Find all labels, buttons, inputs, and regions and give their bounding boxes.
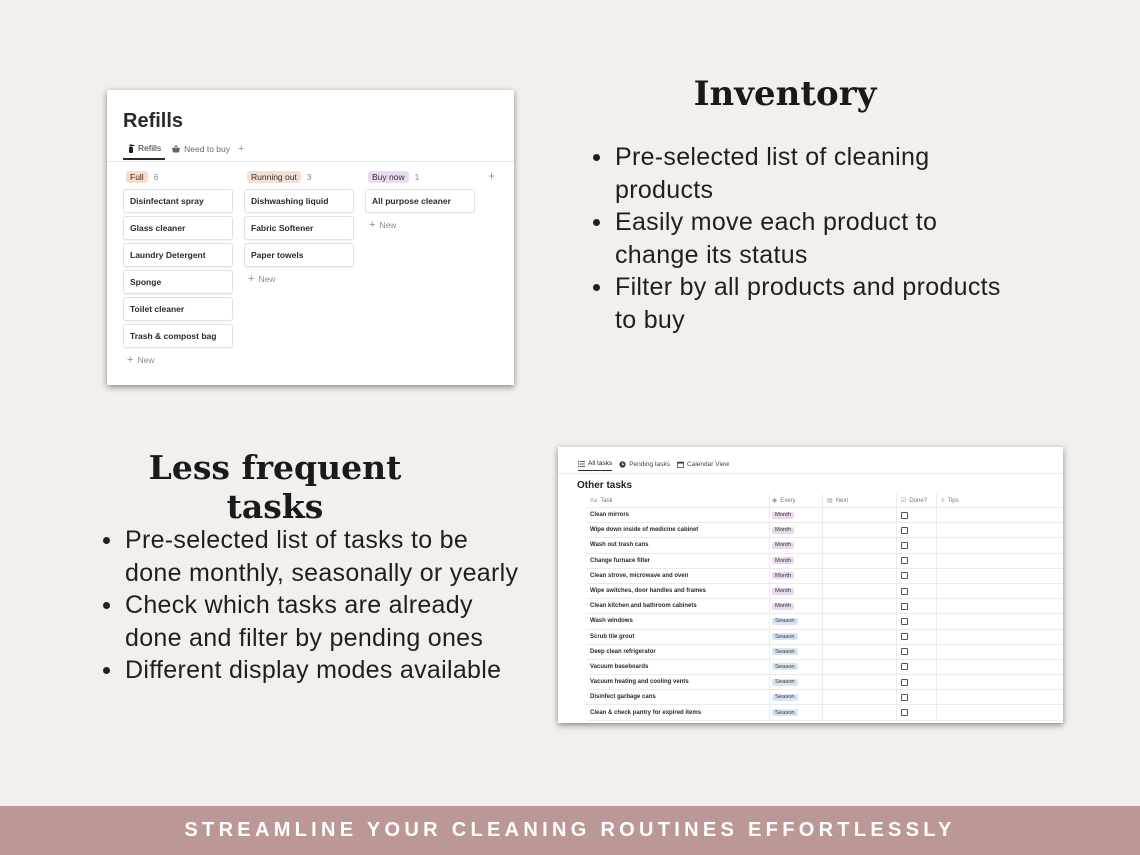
frequency-tag: Month [772,557,794,564]
text-property-icon: Aa [590,497,598,504]
new-card-label: New [258,274,276,284]
next-date-cell[interactable] [822,630,896,644]
tips-cell[interactable] [936,584,1063,598]
frequency-tag: Month [772,603,794,610]
tab-need-to-buy[interactable] [167,144,234,159]
done-checkbox[interactable] [901,694,908,701]
every-cell[interactable] [769,614,822,628]
done-checkbox[interactable] [901,709,908,716]
frequency-tag: Month [772,588,794,595]
column-header-task[interactable]: Aa Task [590,497,613,504]
board-card[interactable]: Paper towels [244,243,354,267]
board-card[interactable]: Fabric Softener [244,216,354,240]
next-date-cell[interactable] [822,569,896,583]
done-cell [896,690,936,704]
every-cell[interactable] [769,675,822,689]
status-badge: Running out [247,171,301,183]
every-cell[interactable] [769,584,822,598]
next-date-cell[interactable] [822,599,896,613]
tips-cell[interactable] [936,660,1063,674]
every-cell[interactable] [769,645,822,659]
tips-cell[interactable] [936,599,1063,613]
board-card[interactable]: Disinfectant spray [123,189,233,213]
done-cell [896,630,936,644]
column-header-done[interactable]: ☑ Done? [896,494,936,507]
task-name-cell[interactable] [586,618,769,624]
column-header-every[interactable]: ◉ Every [769,494,822,507]
select-property-icon: ◉ [772,498,778,504]
board-card[interactable]: Dishwashing liquid [244,189,354,213]
task-name: Scrub tile grout [590,633,635,640]
tasks-table [586,494,1063,721]
done-checkbox[interactable] [901,603,908,610]
add-group-button[interactable]: + [488,169,496,183]
done-checkbox[interactable] [901,663,908,670]
frequency-tag: Month [772,512,794,519]
every-cell[interactable] [769,523,822,537]
tabs-divider [558,473,1063,474]
task-name-cell[interactable] [586,588,769,594]
board-column-full [123,170,233,366]
tab-pending-tasks-label: Pending tasks [629,460,671,468]
next-date-cell[interactable] [822,554,896,568]
task-name: Clean mirrors [590,512,630,519]
refills-title: Refills [123,110,184,132]
next-date-cell[interactable] [822,584,896,598]
every-cell[interactable] [769,660,822,674]
new-card-label: New [379,220,397,230]
table-row[interactable] [586,554,1063,569]
done-cell [896,675,936,689]
tab-refills-label: Refills [138,143,162,153]
done-cell [896,523,936,537]
spray-bottle-icon [127,144,135,153]
plus-icon: + [248,273,255,285]
tips-cell[interactable] [936,508,1063,522]
every-cell[interactable] [769,690,822,704]
bullet-item: Different display modes available [100,654,520,687]
tips-cell[interactable] [936,554,1063,568]
task-name-cell[interactable] [586,603,769,609]
new-card-button[interactable] [369,219,475,231]
plus-icon: + [369,219,376,231]
every-cell[interactable] [769,508,822,522]
task-name: Clean strove, microwave and oven [590,572,689,579]
done-cell [896,705,936,719]
task-name-cell[interactable] [586,679,769,685]
task-name: Wipe switches, door handles and frames [590,588,706,595]
done-checkbox[interactable] [901,618,908,625]
done-cell [896,569,936,583]
done-checkbox[interactable] [901,527,908,534]
board-card[interactable]: All purpose cleaner [365,189,475,213]
bullet-item: Pre-selected list of tasks to be done monthly, seasonally or yearly [100,524,520,589]
task-name: Wipe down inside of medicine cabinet [590,527,699,534]
tips-cell[interactable] [936,614,1063,628]
done-checkbox[interactable] [901,633,908,640]
tab-all-tasks[interactable] [578,460,612,471]
checkbox-property-icon: ☑ [901,498,907,504]
new-card-label: New [137,355,155,365]
done-checkbox[interactable] [901,588,908,595]
table-row[interactable] [586,675,1063,690]
task-name-cell[interactable] [586,527,769,533]
less-frequent-heading: Less frequent tasks [148,448,402,526]
new-card-button[interactable] [127,354,233,366]
tips-cell[interactable] [936,630,1063,644]
frequency-tag: Season [772,694,798,701]
next-date-cell[interactable] [822,705,896,719]
done-cell [896,599,936,613]
done-cell [896,614,936,628]
tab-all-tasks-label: All tasks [588,460,613,467]
frequency-tag: Season [772,663,798,670]
task-name: Vacuum baseboards [590,663,649,670]
task-name-cell[interactable] [586,649,769,655]
tab-pending-tasks[interactable] [619,460,670,471]
column-count: 6 [153,172,159,182]
frequency-tag: Month [772,527,794,534]
next-date-cell[interactable] [822,523,896,537]
bullet-item: Easily move each product to change its status [590,206,1020,271]
tips-cell[interactable] [936,645,1063,659]
tab-need-to-buy-label: Need to buy [184,144,230,154]
tips-cell[interactable] [936,675,1063,689]
next-date-cell[interactable] [822,660,896,674]
column-header [126,170,233,184]
table-row[interactable] [586,645,1063,660]
inventory-bullet-list [590,141,1020,336]
frequency-tag: Season [772,648,798,655]
new-card-button[interactable] [248,273,354,285]
bullet-item: Check which tasks are already done and filter by pending ones [100,589,520,654]
every-cell[interactable] [769,599,822,613]
next-date-cell[interactable] [822,538,896,552]
frequency-tag: Month [772,572,794,579]
task-name-cell[interactable] [586,512,769,518]
table-header [586,494,1063,508]
table-row[interactable] [586,523,1063,538]
board-card[interactable]: Sponge [123,270,233,294]
tab-calendar-view-label: Calendar View [687,460,730,468]
next-date-cell[interactable] [822,645,896,659]
task-name-cell[interactable] [586,664,769,670]
tab-calendar-view[interactable] [677,460,729,471]
tabs-divider [107,161,514,162]
done-checkbox[interactable] [901,542,908,549]
every-cell[interactable] [769,554,822,568]
next-date-cell[interactable] [822,508,896,522]
done-checkbox[interactable] [901,679,908,686]
table-row[interactable] [586,614,1063,629]
task-name-cell[interactable] [586,694,769,700]
refills-board-card [107,90,514,385]
tasks-view-tabs [578,460,736,471]
done-cell [896,554,936,568]
done-checkbox[interactable] [901,572,908,579]
task-name: Clean & check pantry for expired items [590,709,702,716]
done-checkbox[interactable] [901,512,908,519]
board-card[interactable]: Laundry Detergent [123,243,233,267]
task-name: Deep clean refrigerator [590,648,656,655]
column-count: 3 [306,172,312,182]
every-cell[interactable] [769,569,822,583]
list-icon [578,461,585,467]
table-row[interactable] [586,538,1063,553]
frequency-tag: Season [772,633,798,640]
refills-view-tabs [123,143,248,160]
table-row[interactable] [586,705,1063,720]
frequency-tag: Season [772,679,798,686]
tab-refills[interactable] [123,143,165,160]
every-cell[interactable] [769,705,822,719]
frequency-tag: Season [772,709,798,716]
less-frequent-bullet-list [100,524,520,687]
column-header-next[interactable]: ▤ Next [822,494,896,507]
task-name-cell[interactable] [586,573,769,579]
clock-icon [619,461,626,468]
status-badge: Full [126,171,148,183]
task-name-cell[interactable] [586,710,769,716]
task-name: Change furnace filter [590,557,651,564]
board-card[interactable]: Trash & compost bag [123,324,233,348]
table-row[interactable] [586,630,1063,645]
task-name: Clean kitchen and bathroom cabinets [590,603,697,610]
table-row[interactable] [586,569,1063,584]
tips-cell[interactable] [936,538,1063,552]
status-badge: Buy now [368,171,409,183]
footer-banner [0,806,1140,855]
every-cell[interactable] [769,630,822,644]
tasks-table-title: Other tasks [577,480,633,491]
every-cell[interactable] [769,538,822,552]
board-card[interactable]: Glass cleaner [123,216,233,240]
tips-cell[interactable] [936,523,1063,537]
done-checkbox[interactable] [901,648,908,655]
table-body [586,508,1063,721]
column-header [247,170,354,184]
done-cell [896,584,936,598]
table-row[interactable] [586,508,1063,523]
tasks-table-card [558,447,1063,723]
date-property-icon: ▤ [827,498,833,504]
text-lines-icon: ≡ [941,497,945,504]
calendar-icon [677,461,684,468]
board-column-running-out [244,170,354,285]
inventory-heading: Inventory [693,74,877,114]
task-name: Wash windows [590,618,633,625]
task-name-cell[interactable] [586,558,769,564]
frequency-tag: Season [772,618,798,625]
bullet-item: Filter by all products and products to buy [590,271,1020,336]
basket-icon [171,145,181,153]
task-name: Vacuum heating and cooling vents [590,679,689,686]
task-name-cell[interactable] [586,542,769,548]
column-header [368,170,475,184]
task-name: Wash out trash cans [590,542,649,549]
table-row[interactable] [586,584,1063,599]
next-date-cell[interactable] [822,690,896,704]
done-cell [896,538,936,552]
table-row[interactable] [586,690,1063,705]
next-date-cell[interactable] [822,614,896,628]
task-name-cell[interactable] [586,634,769,640]
done-checkbox[interactable] [901,557,908,564]
column-header-tips[interactable]: ≡ Tips [936,494,1063,507]
plus-icon: + [127,354,134,366]
task-name: Disinfect garbage cans [590,694,656,701]
add-view-button[interactable]: + [238,143,245,155]
done-cell [896,508,936,522]
tips-cell[interactable] [936,705,1063,719]
bullet-item: Pre-selected list of cleaning products [590,141,1020,206]
board-card[interactable]: Toilet cleaner [123,297,233,321]
table-row[interactable] [586,660,1063,675]
footer-tagline: STREAMLINE YOUR CLEANING ROUTINES EFFORTLESSLY [184,819,956,841]
tips-cell[interactable] [936,569,1063,583]
done-cell [896,645,936,659]
column-count: 1 [414,172,420,182]
done-cell [896,660,936,674]
next-date-cell[interactable] [822,675,896,689]
table-row[interactable] [586,599,1063,614]
board-column-buy-now [365,170,475,231]
frequency-tag: Month [772,542,794,549]
tips-cell[interactable] [936,690,1063,704]
